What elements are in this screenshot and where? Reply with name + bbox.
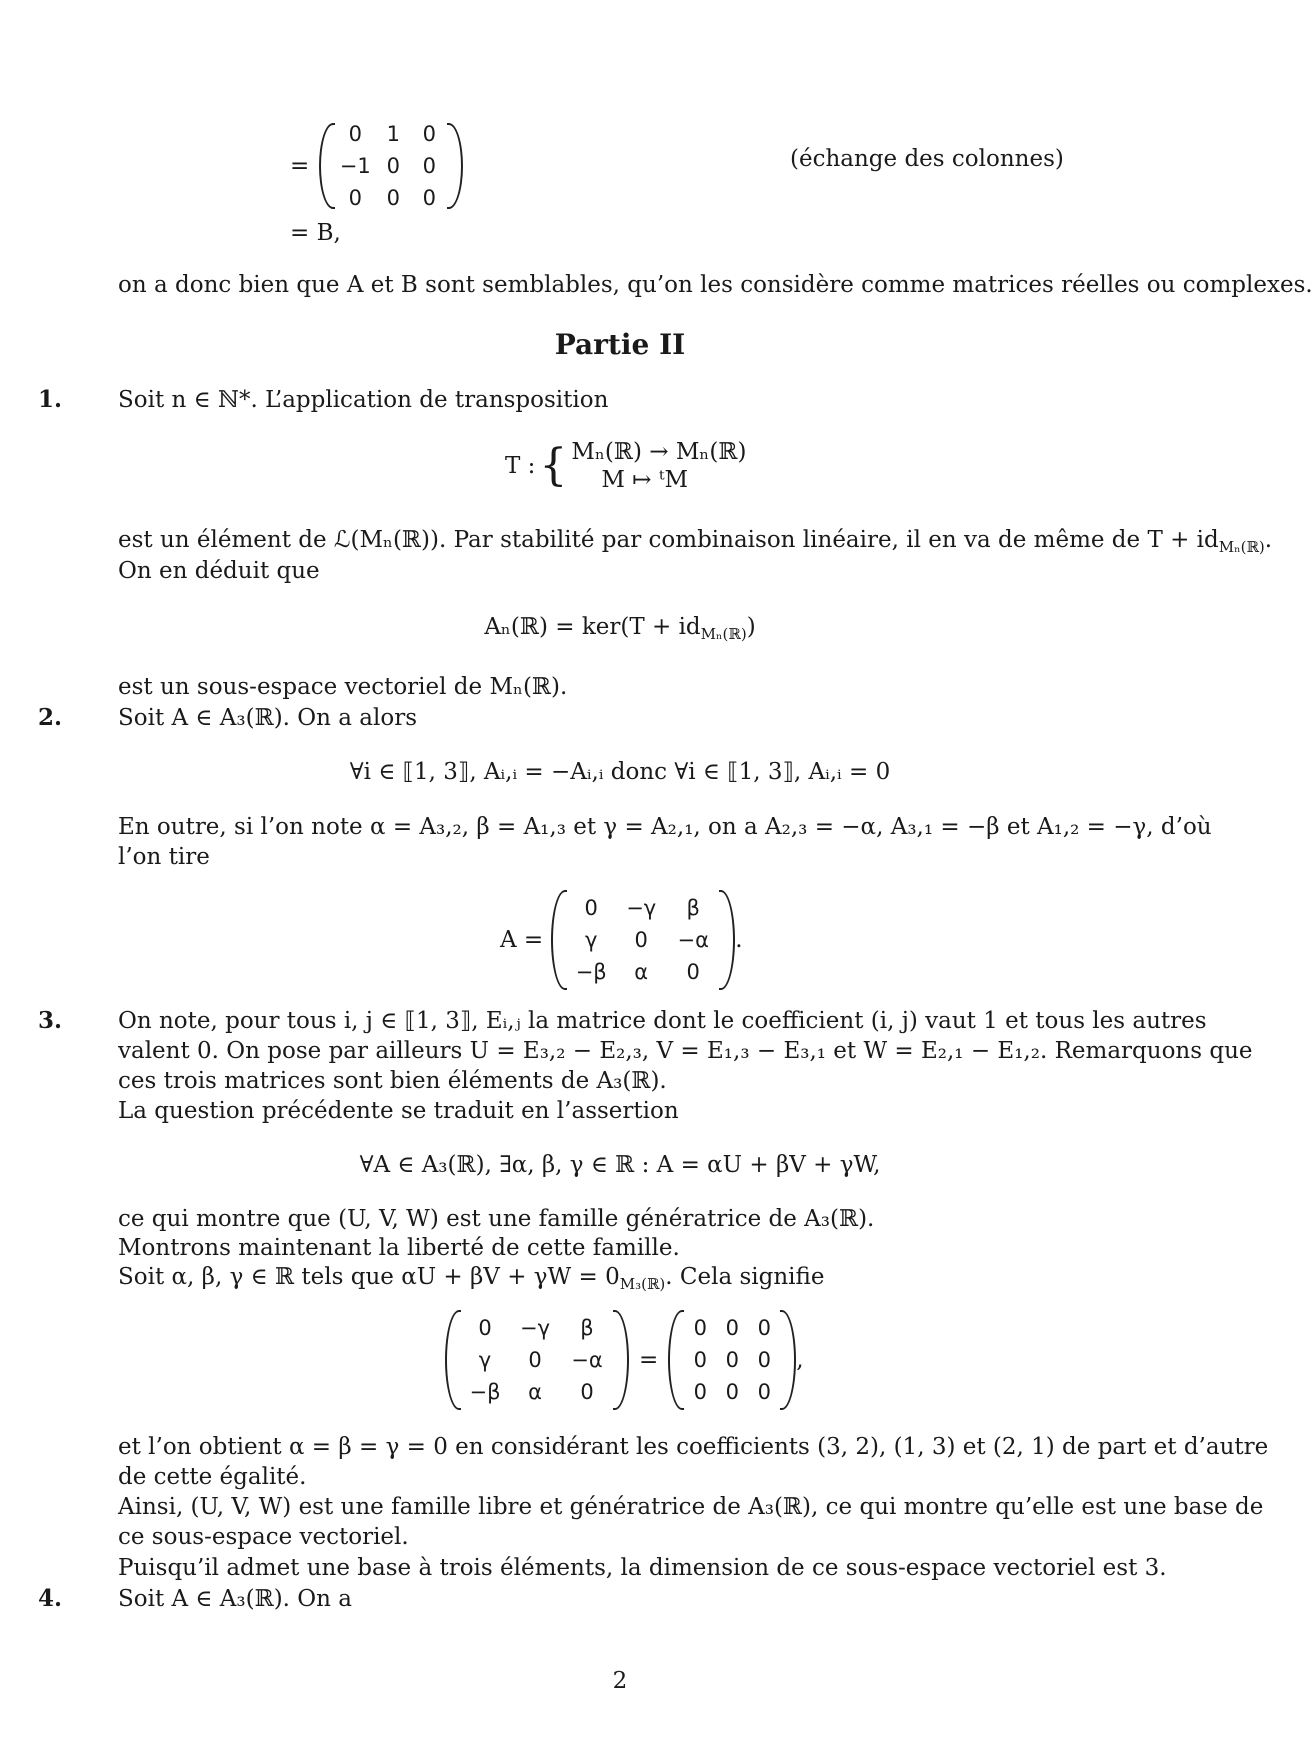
matrix-cell: 0 [725,1348,739,1372]
question-number: 2. [38,704,63,731]
matrix-A-grid [567,892,719,988]
matrix-cell: 0 [757,1380,771,1404]
q3-formula: ∀A ∈ A₃(ℝ), ∃α, β, γ ∈ ℝ : A = αU + βV + γW, [359,1152,881,1178]
q3-line: Puisqu’il admet une base à trois éléments, la dimension de ce sous-espace vectoriel est 3. [118,1555,1167,1581]
q3-line: ce sous-espace vectoriel. [118,1524,409,1550]
matrix-cell: 0 [693,1316,707,1340]
matrix-cell: −β [469,1380,501,1404]
matrix-cell: −γ [519,1316,551,1340]
matrix-m1 [335,118,447,214]
matrix-cell: 0 [634,928,648,952]
q3-line: ces trois matrices sont bien éléments de A₃(ℝ). [118,1068,667,1094]
q3-line-zero [118,1262,824,1292]
q3-line: La question précédente se traduit en l’assertion [118,1098,679,1124]
matrix-cell: γ [584,928,598,952]
q2-intro: Soit A ∈ A₃(ℝ). On a alors [118,705,417,731]
q3-line-zero-text: Soit α, β, γ ∈ ℝ tels que αU + βV + γW = 0 [118,1264,620,1290]
matrix-cell: α [528,1380,542,1404]
matrix-cell: −γ [626,896,657,920]
q3-line: Montrons maintenant la liberté de cette famille. [118,1235,680,1261]
map-bottom: M ↦ ᵗM [601,467,689,493]
matrix-cell: 0 [528,1348,542,1372]
q1-line1-sub: Mₙ(ℝ) [1218,538,1265,556]
matrix-cell: 0 [348,122,362,146]
q1-formula-sub: Mₙ(ℝ) [700,625,747,643]
matrix-cell: −β [575,960,607,984]
q4-intro: Soit A ∈ A₃(ℝ). On a [118,1586,352,1612]
q1-formula-text: Aₙ(ℝ) = ker(T + id [484,614,701,640]
matrix-cell: 0 [725,1380,739,1404]
matrix-cell: 1 [386,122,400,146]
question-number: 1. [38,386,63,413]
matrix-A-generic [461,1312,613,1408]
matrix-zero [684,1312,780,1408]
q1-line3: est un sous-espace vectoriel de Mₙ(ℝ). [118,674,568,700]
q1-line1-text: est un élément de ℒ(Mₙ(ℝ)). Par stabilité par combinaison linéaire, il en va de même de T + id [118,527,1219,553]
matrix-equation: 0 −γ β γ 0 −α −β α 0 = 0 0 0 0 0 0 0 0 0 , [445,1310,804,1410]
matrix-cell: 0 [757,1316,771,1340]
conclusion-text: on a donc bien que A et B sont semblables, qu’on les considère comme matrices réelles ou complexes. [118,272,1313,298]
matrix-cell: 0 [478,1316,492,1340]
matrix-cell: 0 [686,960,700,984]
matrix-cell: −1 [339,154,371,178]
q1-line2: On en déduit que [118,558,320,584]
matrix-cell: −α [571,1348,603,1372]
q3-line: On note, pour tous i, j ∈ ⟦1, 3⟧, Eᵢ,ⱼ la matrice dont le coefficient (i, j) vaut 1 et tous les autres [118,1008,1207,1034]
page-number: 2 [612,1668,628,1694]
matrix-cell: 0 [693,1348,707,1372]
matrix-A-lhs: A = [500,927,544,953]
q2-line2: l’on tire [118,844,210,870]
q3-cela: . Cela signifie [665,1264,825,1290]
map-top: Mₙ(ℝ) → Mₙ(ℝ) [571,439,747,465]
q1-intro: Soit n ∈ ℕ*. L’application de transposition [118,387,609,413]
matrix-cell: 0 [422,122,436,146]
matrix-cell: 0 [584,896,598,920]
matrix-cell: α [634,960,649,984]
q3-line: et l’on obtient α = β = γ = 0 en considérant les coefficients (3, 2), (1, 3) et (2, 1) de part et d’autre [118,1434,1269,1460]
matrix-cell: 0 [580,1380,594,1404]
transpose-map: T : { Mₙ(ℝ) → Mₙ(ℝ) M ↦ ᵗM [505,439,747,493]
section-title: Partie II [554,328,686,361]
q3-line: de cette égalité. [118,1464,307,1490]
matrix-cell: 0 [386,154,400,178]
eq-B: = B, [290,220,341,246]
matrix-cell: β [686,896,700,920]
matrix-cell: 0 [422,154,436,178]
matrix-exchange: = 0 1 0 −1 0 0 0 0 0 [290,118,463,214]
note-echange: (échange des colonnes) [790,146,1064,172]
q3-line: ce qui montre que (U, V, W) est une famille génératrice de A₃(ℝ). [118,1206,875,1232]
q2-formula: ∀i ∈ ⟦1, 3⟧, Aᵢ,ᵢ = −Aᵢ,ᵢ donc ∀i ∈ ⟦1, 3⟧, Aᵢ,ᵢ = 0 [349,759,891,785]
matrix-cell: −α [677,928,709,952]
matrix-cell: 0 [757,1348,771,1372]
matrix-cell: 0 [386,186,400,210]
question-number: 4. [38,1585,63,1612]
q1-formula: Aₙ(ℝ) = $ker(T + id_{M_n(ℝ)})$ [484,614,756,643]
q3-zero-sub: M₃(ℝ) [619,1275,666,1293]
q2-line1: En outre, si l’on note α = A₃,₂, β = A₁,₃ et γ = A₂,₁, on a A₂,₃ = −α, A₃,₁ = −β et A₁,₂ = −γ, d’où [118,814,1212,840]
q1-line1: est un élément de ℒ(Mₙ(ℝ)). Par stabilité par combinaison linéaire, il en va de même de $T + id_{M_n(ℝ)}$. [118,527,1273,556]
question-number: 3. [38,1007,63,1034]
matrix-cell: 0 [693,1380,707,1404]
q3-line: valent 0. On pose par ailleurs U = E₃,₂ − E₂,₃, V = E₁,₃ − E₃,₁ et W = E₂,₁ − E₁,₂. Remarquons que [118,1038,1253,1064]
matrix-cell: 0 [348,186,362,210]
matrix-cell: 0 [725,1316,739,1340]
q3-line: Ainsi, (U, V, W) est une famille libre et génératrice de A₃(ℝ), ce qui montre qu’elle est une base de [118,1494,1264,1520]
matrix-cell: 0 [422,186,436,210]
matrix-cell: γ [478,1348,492,1372]
matrix-cell: β [580,1316,594,1340]
matrix-A: A = 0 −γ β γ 0 −α −β α 0 . [500,890,743,990]
